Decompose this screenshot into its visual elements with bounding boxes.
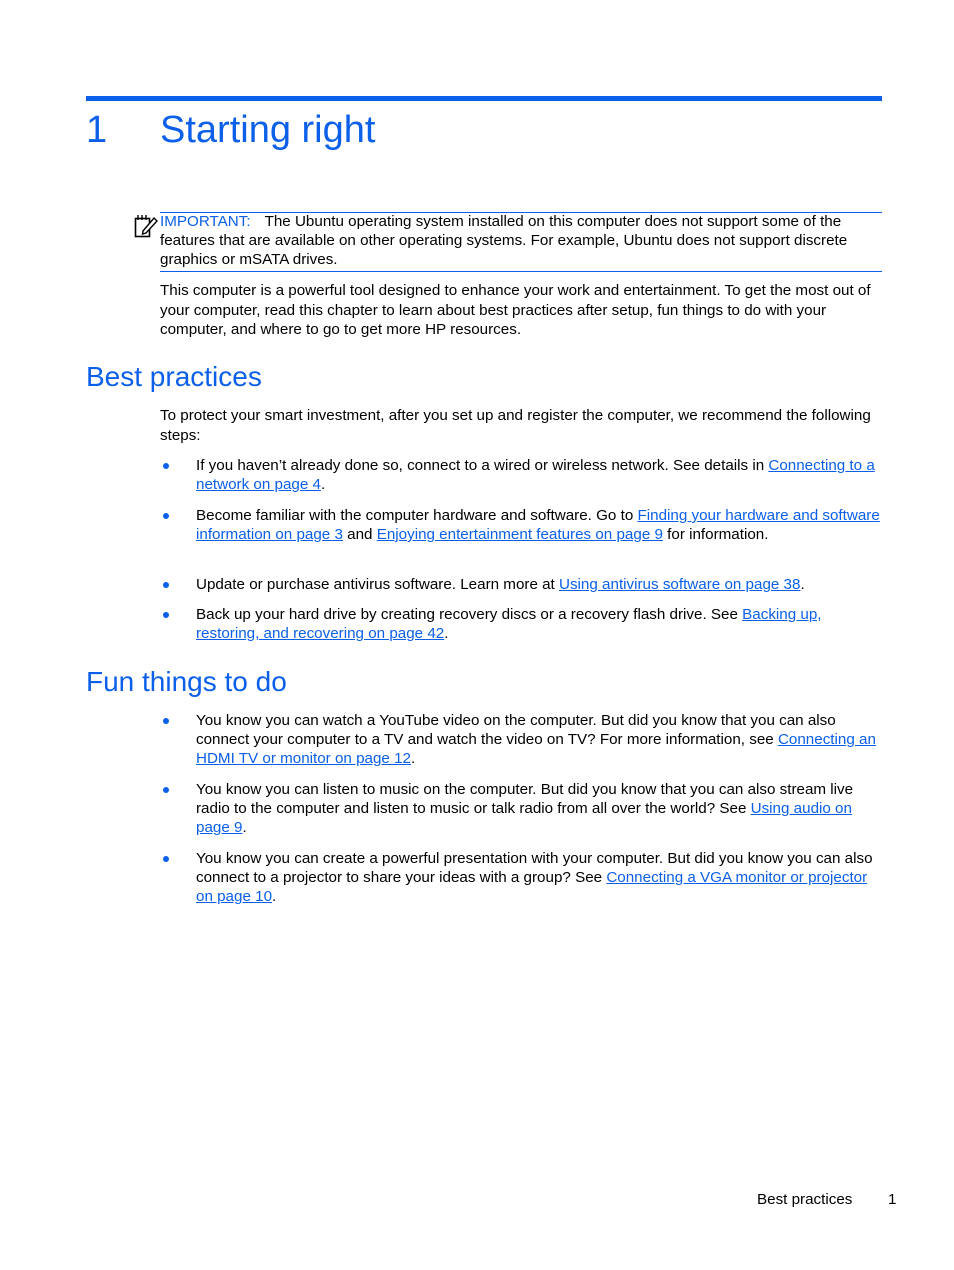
item-text-end: . <box>410 750 416 767</box>
item-text-end: . <box>320 476 326 493</box>
list-item <box>196 506 886 544</box>
list-item <box>196 456 886 494</box>
bullet-icon <box>163 463 169 469</box>
item-text: Back up your hard drive by creating recovery discs or a recovery flash drive. See <box>196 606 743 623</box>
best-practices-heading: Best practices <box>86 361 262 392</box>
item-text-end: . <box>242 819 247 836</box>
item-text: If you haven’t already done so, connect to a wired or wireless network. See details in <box>196 457 769 474</box>
item-text-middle: and <box>342 526 377 543</box>
link-audio[interactable]: Using audio on page 9 <box>196 800 852 836</box>
note-pencil-icon <box>134 214 158 238</box>
link-enjoying-entertainment[interactable]: Enjoying entertainment features on page 9 <box>376 526 663 543</box>
link-antivirus[interactable]: Using antivirus software on page 38 <box>559 576 801 593</box>
link-hdmi[interactable]: Connecting an HDMI TV or monitor on page 12 <box>196 731 876 767</box>
list-item <box>196 711 886 768</box>
list-item <box>196 849 886 906</box>
footer-page-number: 1 <box>888 1191 897 1208</box>
item-text-end: . <box>800 576 805 593</box>
link-finding-hardware[interactable]: Finding your hardware and software information on page 3 <box>196 507 880 543</box>
item-text-end: for information. <box>662 526 769 543</box>
bullet-icon <box>163 856 169 862</box>
link-connecting-network[interactable]: Connecting to a network on page 4 <box>196 457 875 493</box>
list-item <box>196 575 886 594</box>
link-backing-up[interactable]: Backing up, restoring, and recovering on page 42 <box>196 606 822 642</box>
bullet-icon <box>163 612 169 618</box>
best-practices-intro: To protect your smart investment, after you set up and register the computer, we recommend the following steps: <box>160 407 871 444</box>
bullet-icon <box>163 718 169 724</box>
chapter-title-text: Starting right <box>160 109 376 151</box>
fun-things-heading: Fun things to do <box>86 666 287 697</box>
chapter-number: 1 <box>86 109 108 151</box>
important-label: IMPORTANT: <box>160 213 251 230</box>
link-vga[interactable]: Connecting a VGA monitor or projector on page 10 <box>196 869 868 905</box>
bullet-icon <box>163 513 169 519</box>
note-bottom-rule <box>160 271 882 272</box>
important-note <box>160 212 882 269</box>
item-text: You know you can listen to music on the computer. But did you know that you can also stream live radio to the computer and listen to music or talk radio from all over the world? See <box>196 781 854 817</box>
important-text: The Ubuntu operating system installed on this computer does not support some of the features that are available on other operating systems. For example, Ubuntu does not support discrete graphics or mSATA drives. <box>160 213 848 268</box>
bullet-icon <box>163 787 169 793</box>
item-text-end: . <box>444 625 449 642</box>
footer-section: Best practices <box>757 1191 853 1208</box>
item-text-end: . <box>272 888 277 905</box>
chapter-title <box>86 106 375 154</box>
item-text: Update or purchase antivirus software. Learn more at <box>196 576 559 593</box>
list-item <box>196 605 886 643</box>
list-item <box>196 780 886 837</box>
bullet-icon <box>163 582 169 588</box>
intro-paragraph: This computer is a powerful tool designed to enhance your work and entertainment. To get the most out of your computer, read this chapter to learn about best practices after setup, fun things to do with your computer, and where to go to get more HP resources. <box>160 282 871 338</box>
item-text: You know you can create a powerful presentation with your computer. But did you know you can also connect to a projector to share your ideas with a group? See <box>196 850 873 886</box>
chapter-rule <box>86 96 882 101</box>
item-text: You know you can watch a YouTube video on the computer. But did you know that you can also connect your computer to a TV and watch the video on TV? For more information, see <box>196 712 836 748</box>
item-text: Become familiar with the computer hardware and software. Go to <box>196 507 638 524</box>
